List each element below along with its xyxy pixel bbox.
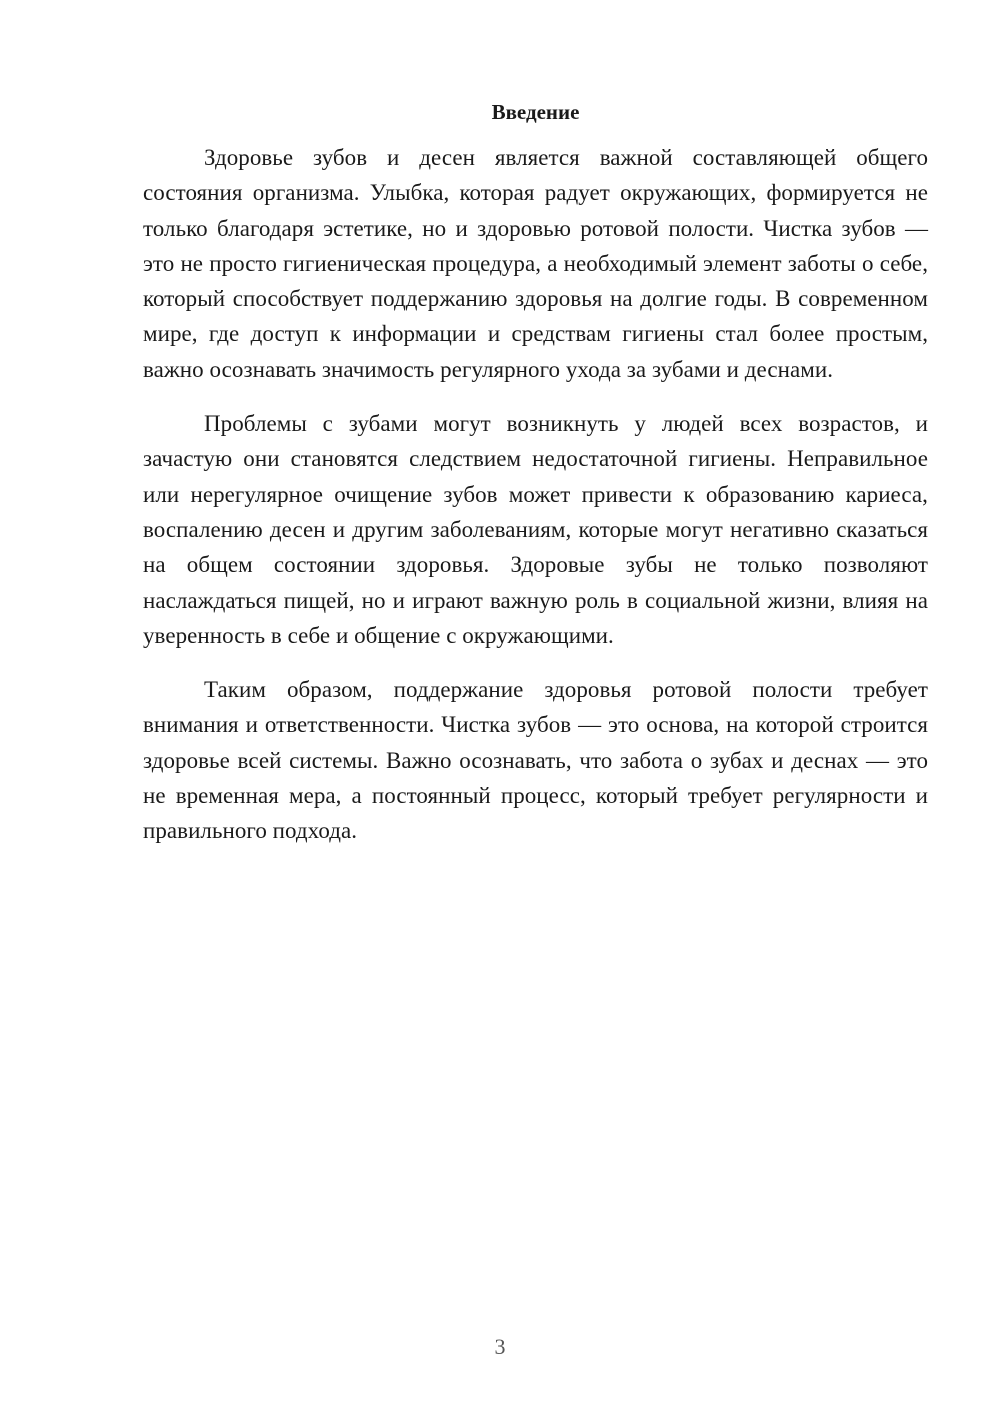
- page-number: 3: [494, 1334, 506, 1359]
- paragraph-1: Здоровье зубов и десен является важной составляющей общего состояния организма. Улыбка, которая радует окружающих, формируется не только благодаря эстетике, но и здоровью ротовой полости. Чистка зубов — это не просто гигиеническая процедура, а необходимый элемент заботы о себе, который способствует поддержанию здоровья на долгие годы. В современном мире, где доступ к информации и средствам гигиены стал более простым, важно осознавать значимость регулярного ухода за зубами и деснами.: [143, 145, 928, 382]
- paragraph-3: Таким образом, поддержание здоровья ротовой полости требует внимания и ответственности. Чистка зубов — это основа, на которой строится здоровье всей системы. Важно осознавать, что забота о зубах и деснах — это не временная мера, а постоянный процесс, который требует регулярности и правильного подхода.: [143, 677, 928, 844]
- page-content: [143, 96, 928, 868]
- paragraph-2: Проблемы с зубами могут возникнуть у людей всех возрастов, и зачастую они становятся следствием недостаточной гигиены. Неправильное или нерегулярное очищение зубов может привести к образованию кариеса, воспалению десен и другим заболеваниям, которые могут негативно сказаться на общем состоянии здоровья. Здоровые зубы не только позволяют наслаждаться пищей, но и играют важную роль в социальной жизни, влияя на уверенность в себе и общение с окружающими.: [143, 411, 928, 648]
- section-title: Введение: [491, 100, 580, 124]
